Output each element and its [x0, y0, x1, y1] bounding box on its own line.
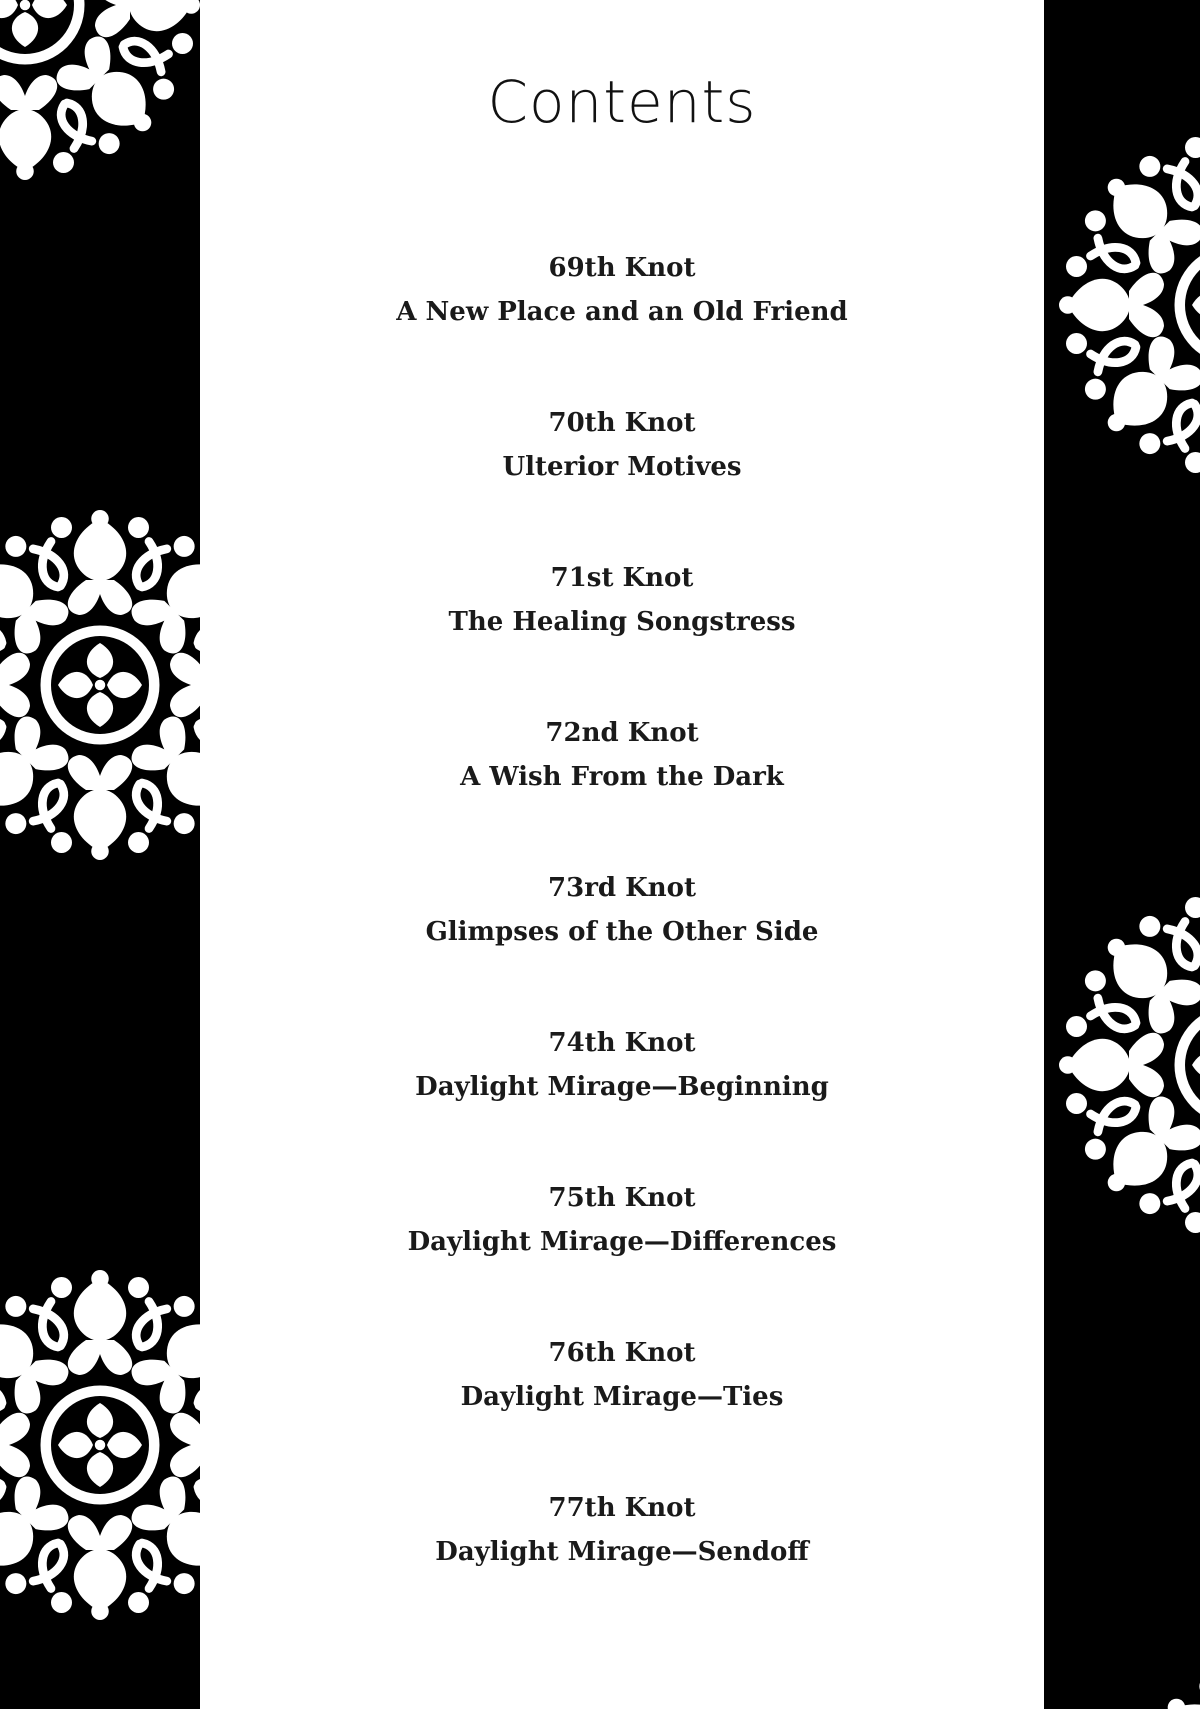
floral-medallion-icon: [1119, 1650, 1200, 1709]
toc-entry[interactable]: [200, 1176, 1044, 1331]
toc-entry[interactable]: [200, 1331, 1044, 1486]
toc-entry[interactable]: [200, 1486, 1044, 1641]
floral-medallion-icon: [0, 0, 200, 180]
chapter-number: 70th Knot: [548, 408, 696, 438]
chapter-number: 77th Knot: [548, 1493, 696, 1523]
chapter-number: 71st Knot: [550, 563, 694, 593]
chapter-title: Daylight Mirage—Differences: [407, 1227, 837, 1257]
right-decorative-border: [1044, 0, 1200, 1709]
chapter-number: 73rd Knot: [548, 873, 696, 903]
left-decorative-border: [0, 0, 200, 1709]
contents-page: [200, 0, 1044, 1709]
chapter-title: Daylight Mirage—Sendoff: [435, 1537, 809, 1567]
floral-medallion-icon: [1059, 890, 1200, 1240]
chapter-title: Daylight Mirage—Beginning: [415, 1072, 829, 1102]
page-title: Contents: [487, 68, 757, 136]
floral-medallion-icon: [1059, 130, 1200, 480]
floral-medallion-icon: [0, 510, 200, 860]
chapter-number: 76th Knot: [548, 1338, 696, 1368]
toc-entry[interactable]: [200, 1021, 1044, 1176]
table-of-contents: [200, 246, 1044, 1641]
toc-entry[interactable]: [200, 401, 1044, 556]
toc-entry[interactable]: [200, 711, 1044, 866]
chapter-number: 69th Knot: [548, 253, 696, 283]
floral-medallion-icon: [0, 1270, 200, 1620]
chapter-title: Ulterior Motives: [502, 452, 742, 482]
toc-entry[interactable]: [200, 556, 1044, 711]
chapter-number: 74th Knot: [548, 1028, 696, 1058]
toc-entry[interactable]: [200, 246, 1044, 401]
chapter-title: A New Place and an Old Friend: [396, 297, 848, 327]
chapter-number: 75th Knot: [548, 1183, 696, 1213]
chapter-title: The Healing Songstress: [448, 607, 796, 637]
toc-entry[interactable]: [200, 866, 1044, 1021]
chapter-number: 72nd Knot: [545, 718, 699, 748]
chapter-title: Glimpses of the Other Side: [425, 917, 819, 947]
chapter-title: A Wish From the Dark: [460, 762, 784, 792]
chapter-title: Daylight Mirage—Ties: [460, 1382, 784, 1412]
